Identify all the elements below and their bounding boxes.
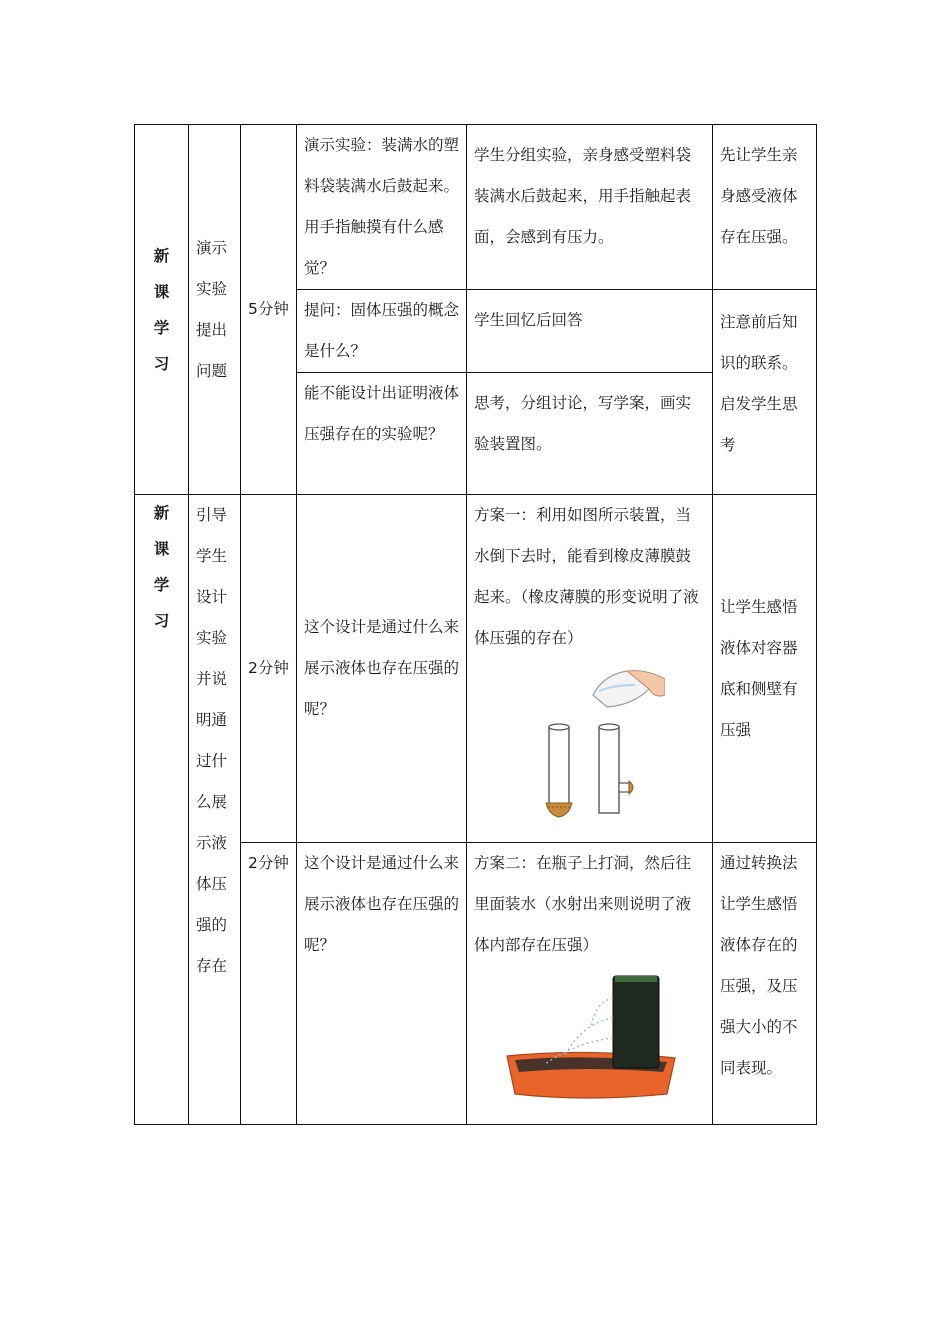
student-activity-cell: 思考，分组讨论，写学案，画实验装置图。 bbox=[467, 373, 713, 495]
table-row bbox=[135, 495, 817, 843]
teacher-activity-cell: 能不能设计出证明液体压强存在的实验呢？ bbox=[297, 373, 467, 495]
stage-char: 课 bbox=[153, 540, 170, 558]
student-activity-cell bbox=[467, 495, 713, 843]
time-cell: 5分钟 bbox=[241, 125, 297, 495]
stage-char: 习 bbox=[153, 354, 170, 373]
step-cell: 引导学生设计实验并说明通过什么展示液体压强的存在 bbox=[189, 495, 241, 1125]
stage-char: 学 bbox=[153, 576, 170, 594]
design-intent-cell: 让学生感悟液体对容器底和侧壁有压强 bbox=[713, 495, 817, 843]
glass-tube-left-image bbox=[546, 724, 572, 817]
design-intent-cell: 先让学生亲身感受液体存在压强。 bbox=[713, 125, 817, 290]
teacher-activity-cell: 提问：固体压强的概念是什么？ bbox=[297, 290, 467, 373]
student-activity-cell bbox=[467, 843, 713, 1125]
teacher-activity-cell: 这个设计是通过什么来展示液体也存在压强的呢？ bbox=[297, 495, 467, 843]
pouring-cup-image bbox=[593, 671, 665, 707]
design-intent-cell: 注意前后知识的联系。启发学生思考 bbox=[713, 290, 817, 495]
stage-char: 习 bbox=[153, 612, 170, 630]
stage-char: 新 bbox=[153, 504, 170, 522]
step-cell: 演示实验提出问题 bbox=[189, 125, 241, 495]
student-activity-cell: 学生分组实验，亲身感受塑料袋装满水后鼓起来，用手指触起表面，会感到有压力。 bbox=[467, 125, 713, 290]
time-cell: 2分钟 bbox=[241, 495, 297, 843]
scheme-two-text: 方案二：在瓶子上打洞，然后往里面装水（水射出来则说明了液体内部存在压强） bbox=[474, 854, 692, 954]
teacher-activity-cell: 演示实验：装满水的塑料袋装满水后鼓起来。用手指触摸有什么感觉？ bbox=[297, 125, 467, 290]
teacher-activity-cell: 这个设计是通过什么来展示液体也存在压强的呢？ bbox=[297, 843, 467, 1125]
stage-cell bbox=[135, 495, 189, 1125]
table-row bbox=[135, 125, 817, 290]
bottle-image bbox=[613, 976, 659, 1068]
stage-char: 课 bbox=[153, 282, 170, 301]
stage-char: 新 bbox=[153, 246, 170, 265]
glass-tube-right-image bbox=[599, 724, 633, 813]
lesson-plan-table bbox=[134, 124, 817, 1125]
time-cell: 2分钟 bbox=[241, 843, 297, 1125]
stage-char: 学 bbox=[153, 318, 170, 337]
design-intent-cell: 通过转换法让学生感悟液体存在的压强，及压强大小的不同表现。 bbox=[713, 843, 817, 1125]
stage-cell bbox=[135, 125, 189, 495]
scheme-one-text: 方案一：利用如图所示装置，当水倒下去时，能看到橡皮薄膜鼓起来。（橡皮薄膜的形变说明了液体压强的存在） bbox=[474, 506, 699, 647]
tube-membrane-illustration bbox=[515, 661, 665, 821]
student-activity-cell: 学生回忆后回答 bbox=[467, 290, 713, 373]
bottle-water-jet-illustration bbox=[495, 968, 685, 1106]
